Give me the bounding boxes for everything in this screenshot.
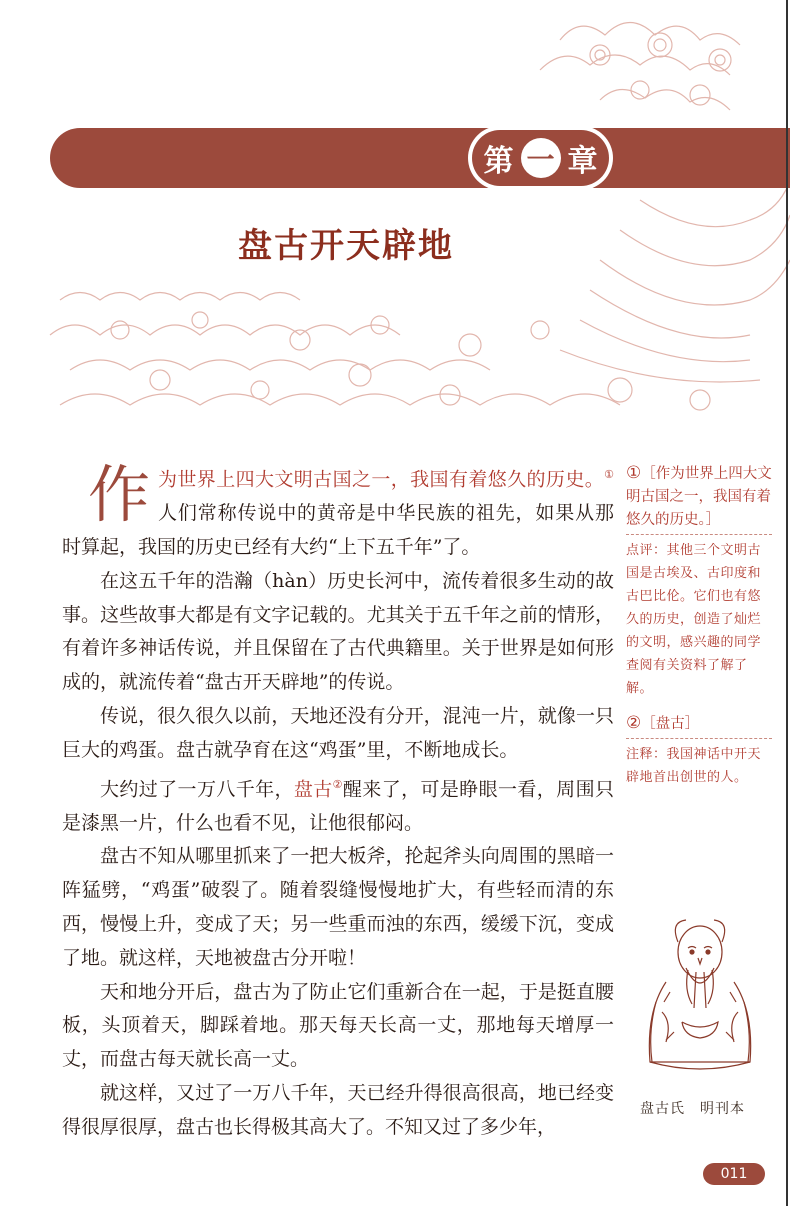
paragraph: 盘古不知从哪里抓来了一把大板斧，抡起斧头向周围的黑暗一阵猛劈，“鸡蛋”破裂了。随着裂缝慢慢地扩大，有些轻而清的东西，慢慢上升，变成了天；另一些重而浊的东西，缓缓下沉，变成了地。就这样，天地被盘古分开啦！ [62, 845, 614, 969]
paragraph-text: 大约过了一万八千年， [100, 777, 294, 800]
chapter-title: 盘古开天辟地 [238, 226, 454, 266]
portrait-caption: 盘古氏 明刊本 [640, 1101, 745, 1117]
paragraph: 就这样，又过了一万八千年，天已经升得很高很高，地已经变得很厚很厚，盘古也长得极其高大了。不知又过了多少年， [62, 1082, 614, 1138]
drop-cap: 作 [88, 458, 151, 531]
chapter-banner [50, 128, 790, 188]
highlighted-sentence: 为世界上四大文明古国之一，我国有着悠久的历史。 [158, 468, 605, 491]
note-divider [626, 534, 772, 535]
paragraph: 传说，很久很久以前，天地还没有分开，混沌一片，就像一只巨大的鸡蛋。盘古就孕育在这“鸡蛋”里，不断地成长。 [62, 704, 614, 761]
chapter-label-char: 章 [567, 144, 598, 179]
page-number: 011 [703, 1163, 765, 1185]
chapter-number: 一 [521, 138, 561, 178]
note-quote: ［盘古］ [641, 716, 700, 732]
note-divider [626, 738, 772, 739]
chapter-badge [468, 126, 613, 190]
note-head [626, 462, 772, 532]
paragraph-text: 人们常称传说中的黄帝是中华民族的祖先，如果从那时算起，我国的历史已经有大约“上下五千年”了。 [62, 502, 614, 558]
page-edge [786, 0, 788, 1206]
side-note [626, 712, 772, 789]
note-head [626, 712, 772, 736]
note-quote: ［作为世界上四大文明古国之一，我国有着悠久的历史。］ [626, 466, 772, 528]
paragraph [62, 768, 614, 841]
pangu-portrait-illustration [626, 912, 774, 1082]
paragraph [62, 458, 614, 565]
note-number: ② [626, 713, 642, 733]
note-number: ① [626, 463, 642, 483]
paragraph-text: 醒来了，可是睁眼一看，周围只是漆黑一片，什么也看不见，让他很郁闷。 [62, 777, 614, 834]
side-note [626, 462, 772, 700]
highlighted-term: 盘古 [293, 777, 333, 800]
note-ref[interactable]: ② [332, 777, 343, 791]
main-text [62, 458, 614, 1145]
side-notes [626, 462, 772, 789]
note-body: 注释：我国神话中开天辟地首出创世的人。 [626, 747, 762, 785]
paragraph: 天和地分开后，盘古为了防止它们重新合在一起，于是挺直腰板，头顶着天，脚踩着地。那天每天长高一丈，那地每天增厚一丈，而盘古每天就长高一丈。 [62, 980, 614, 1071]
paragraph: 在这五千年的浩瀚（hàn）历史长河中，流传着很多生动的故事。这些故事大都是有文字记载的。尤其关于五千年之前的情形，有着许多神话传说，并且保留在了古代典籍里。关于世界是如何形成的，就流传着“盘古开天辟地”的传说。 [62, 569, 614, 694]
chapter-label-char: 第 [483, 144, 514, 179]
note-ref[interactable]: ① [604, 468, 614, 481]
note-body: 点评：其他三个文明古国是古埃及、古印度和古巴比伦。它们也有悠久的历史，创造了灿烂的文明，感兴趣的同学查阅有关资料了解了解。 [626, 543, 762, 696]
